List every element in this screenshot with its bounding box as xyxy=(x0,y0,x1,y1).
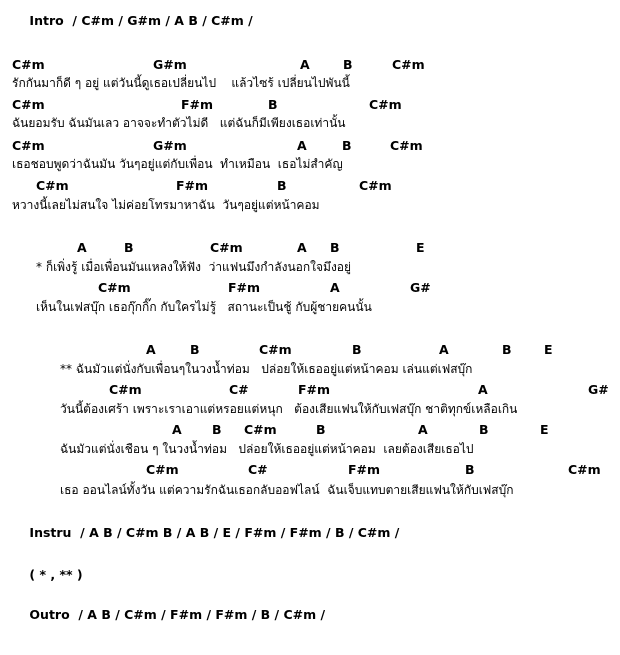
chord: G#m xyxy=(153,57,187,72)
chord: B xyxy=(124,240,134,255)
outro-line xyxy=(12,607,326,655)
chord: C#m xyxy=(210,240,243,255)
chord: C#m xyxy=(244,422,277,437)
repeat-text: ( * , ** ) xyxy=(29,567,83,582)
lyric-text: เธอชอบพูดว่าฉันมัน วันๆอยู่แต่กับเพื่อน ทำเหมือน เธอไม่สำคัญ xyxy=(12,157,343,171)
intro-line xyxy=(12,13,253,61)
chord: G# xyxy=(588,382,609,397)
chord: C#m xyxy=(109,382,142,397)
chord: B xyxy=(343,57,353,72)
instru-text: Instru / A B / C#m B / A B / E / F#m / F#m / B / C#m / xyxy=(29,525,400,540)
lyric-text: วันนี้ต้องเศร้า เพราะเราเอาแต่หรอยแต่หนุก ต้องเสียแฟนให้กับเฟสบุ๊ก ชาติทุกข์เหลือเกิน xyxy=(60,402,518,416)
chord: B xyxy=(316,422,326,437)
chord: B xyxy=(190,342,200,357)
chord: A xyxy=(330,280,340,295)
chord: B xyxy=(502,342,512,357)
chord: B xyxy=(277,178,287,193)
lyric-text: เห็นในเฟสบุ๊ก เธอกุ๊กกิ๊ก กับใครไม่รู้ สถานะเป็นชู้ กับผู้ชายคนนั้น xyxy=(36,300,372,314)
chorus-lyric-4 xyxy=(0,482,514,530)
chord: A xyxy=(297,138,307,153)
chord: B xyxy=(268,97,278,112)
chord: B xyxy=(342,138,352,153)
chord: B xyxy=(352,342,362,357)
lyric-text: รักกันมาก็ดี ๆ อยู่ แต่วันนี้ดูเธอเปลี่ยนไป แล้วไซร้ เปลี่ยนไปพันนี้ xyxy=(12,76,350,90)
lyric-text: ฉันมัวแต่นั่งเชือน ๆ ในวงน้ำท่อม ปล่อยให้เธออยู่แต่หน้าคอม เลยต้องเสียเธอไป xyxy=(60,442,474,456)
chord: F#m xyxy=(181,97,214,112)
chord: C#m xyxy=(390,138,423,153)
intro-text: Intro / C#m / G#m / A B / C#m / xyxy=(29,13,253,28)
chord: C#m xyxy=(98,280,131,295)
chord: C#m xyxy=(36,178,69,193)
chord: E xyxy=(540,422,549,437)
chord: F#m xyxy=(176,178,209,193)
outro-text: Outro / A B / C#m / F#m / F#m / B / C#m / xyxy=(29,607,326,622)
chord: C#m xyxy=(568,462,601,477)
chord: G#m xyxy=(153,138,187,153)
lyric-text: ** ฉันมัวแต่นั่งกับเพื่อนๆในวงน้ำท่อม ปล่อยให้เธออยู่แต่หน้าคอม เล่นแต่เฟสบุ๊ก xyxy=(60,362,473,376)
chord: C#m xyxy=(359,178,392,193)
chord: A xyxy=(300,57,310,72)
chord: G# xyxy=(410,280,431,295)
chord: C#m xyxy=(12,138,45,153)
chord: C#m xyxy=(392,57,425,72)
chord: A xyxy=(172,422,182,437)
chord: C#m xyxy=(369,97,402,112)
chord: A xyxy=(77,240,87,255)
chord: E xyxy=(544,342,553,357)
chord: F#m xyxy=(348,462,381,477)
chord: F#m xyxy=(228,280,261,295)
lyric-text: * ก็เพิ่งรู้ เมื่อเพื่อนมันแหลงให้ฟัง ว่าแฟนมึงกำลังนอกใจมึงอยู่ xyxy=(36,260,352,274)
lyric-text: หวางนี้เลยไม่สนใจ ไม่ค่อยโทรมาหาฉัน วันๆอยู่แต่หน้าคอม xyxy=(12,198,320,212)
chord: A xyxy=(418,422,428,437)
chord: C#m xyxy=(12,57,45,72)
chord: B xyxy=(465,462,475,477)
instru-line xyxy=(12,525,400,573)
chord: B xyxy=(330,240,340,255)
chord: B xyxy=(212,422,222,437)
lyric-text: เธอ ออนไลน์ทั้งวัน แต่ความรักฉันเธอกลับออฟไลน์ ฉันเจ็บแทบตายเสียแฟนให้กับเฟสบุ๊ก xyxy=(60,483,514,497)
chord: F#m xyxy=(298,382,331,397)
chord: A xyxy=(439,342,449,357)
chord: E xyxy=(416,240,425,255)
prechorus-lyric-2 xyxy=(0,299,372,347)
verse-lyric-4 xyxy=(0,197,320,245)
chord: A xyxy=(146,342,156,357)
chord: C#m xyxy=(146,462,179,477)
chord: C#m xyxy=(12,97,45,112)
chord: C#m xyxy=(259,342,292,357)
chord: C# xyxy=(248,462,268,477)
chord: B xyxy=(479,422,489,437)
lyric-text: ฉันยอมรับ ฉันมันเลว อาจจะทำตัวไม่ดี แต่ฉันก็มีเพียงเธอเท่านั้น xyxy=(12,116,346,130)
chord: C# xyxy=(229,382,249,397)
chord: A xyxy=(478,382,488,397)
chord: A xyxy=(297,240,307,255)
